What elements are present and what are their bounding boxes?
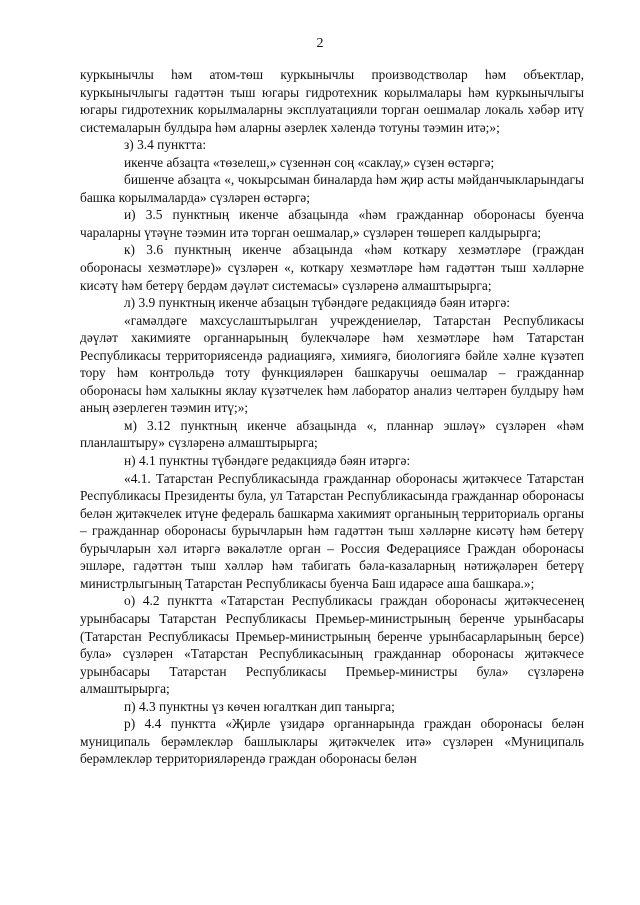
- paragraph: л) 3.9 пунктның икенче абзацын түбәндәге редакциядә бәян итәргә:: [124, 295, 510, 311]
- paragraph: бишенче абзацта «, чокырсыман биналарда һәм җир асты мәйданчыкларындагы башка корылмаларда» сүзләрен өстәргә;: [80, 172, 584, 205]
- paragraph: к) 3.6 пунктның икенче абзацында «һәм коткару хезмәтләре (граждан оборонасы хезмәтләре)» сүзләрен «, коткару хезмәтләре һәм гадәттән тыш хәлләрне кисәтү һәм бетерү бердәм дәүләт системасы» сүзләренә алмаштырырга;: [80, 242, 584, 293]
- paragraph: «гамәлдәге махсуслаштырылган учреждениеләр, Татарстан Республикасы дәүләт хакимияте органнарының булекчәләре һәм хезмәтләре һәм Татарстан Республикасы территориясендә радиациягә, химиягә, биологиягә бәйле хәлне күзәтеп тору һәм контрольдә тоту функцияләрен башкаручы оешмалар – гражданнар оборонасы һәм халыкны яклау күзәтчелек һәм лаборатор анализ челтәрен булдыру һәм аның әзерлеген тәэмин итү;»;: [80, 312, 584, 416]
- paragraph: «4.1. Татарстан Республикасында гражданнар оборонасы җитәкчесе Татарстан Республикасы Президенты була, ул Татарстан Республикасында гражданнар оборонасы белән җитәкчелек итүне федераль башкарма хакимият органының территориаль органы – гражданнар оборонасы бурычларын һәм гадәттән тыш хәлләрне кисәтү һәм бетерү бурычларын хәл итәргә вәкаләтле орган – Россия Федерациясе Граждан оборонасы эшләре, гадәттән тыш хәлләр һәм табигать бәла-казаларның нәтиҗәләрен бетерү министрлыгының Татарстан Республикасы буенча Баш идарәсе аша башкара.»;: [80, 470, 584, 591]
- paragraph: з) 3.4 пунктта:: [124, 137, 207, 153]
- document-body: [80, 66, 584, 768]
- paragraph: н) 4.1 пунктны түбәндәге редакциядә бәян итәргә:: [124, 453, 411, 469]
- page-number: 2: [316, 36, 324, 51]
- paragraph: м) 3.12 пунктның икенче абзацында «, планнар эшләү» сүзләрен «һәм планлаштыру» сүзләренә алмаштырырга;: [80, 417, 584, 451]
- paragraph: о) 4.2 пунктта «Татарстан Республикасы граждан оборонасы җитәкчесенең урынбасары Татарстан Республикасы Премьер-министрының беренче урынбасары (Татарстан Республикасы Премьер-министрының беренче урынбасарларының берсе) була» сүзләрен «Татарстан Республикасының гражданнар оборонасы җитәкчесе урынбасары Татарстан Республикасы Премьер-министры була» сүзләренә алмаштырырга;: [80, 593, 584, 697]
- paragraph: р) 4.4 пунктта «Җирле үзидарә органнарында граждан оборонасы белән муниципаль берәмлекләр башлыклары җитәкчелек итә» сүзләрен «Муниципаль берәмлекләр территорияләрендә граждан оборонасы белән: [80, 716, 584, 767]
- paragraph: икенче абзацта «төзелеш,» сүзеннән соң «саклау,» сүзен өстәргә;: [124, 154, 495, 170]
- paragraph: и) 3.5 пунктның икенче абзацында «һәм гражданнар оборонасы буенча чараларны үтәүне тәэмин итә торган оешмалар,» сүзләрен төшереп калдырырга;: [80, 207, 584, 240]
- paragraph: п) 4.3 пунктны үз көчен югалткан дип танырга;: [124, 698, 395, 714]
- paragraph: куркынычлы һәм атом-төш куркынычлы производстволар һәм объектлар, куркынычлыгы гадәттән тыш югары гидротехник корылмалары һәм куркынычлыгы югары гидротехник корылмаларны эксплуатацияли торган оешмалар локаль хәбәр итү системаларын булдыра һәм аларны әзерлек хәлендә тотуны тәэмин итә;»;: [80, 67, 584, 135]
